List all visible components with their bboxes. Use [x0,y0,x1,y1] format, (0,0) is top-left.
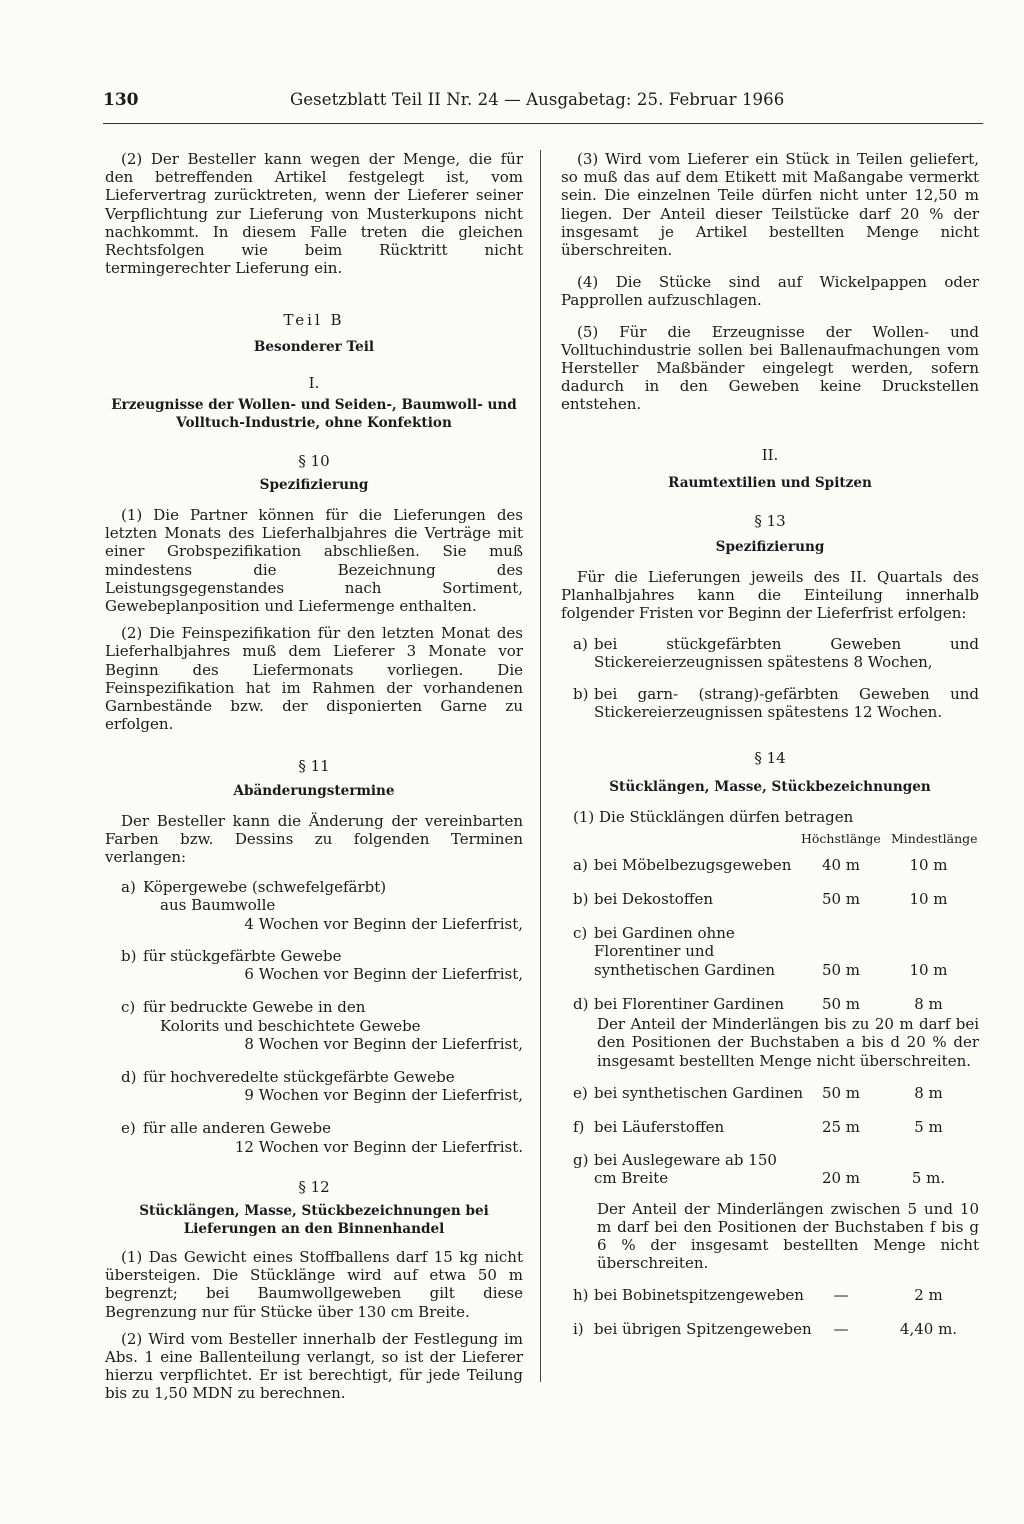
table-note-2: Der Anteil der Minderlängen zwischen 5 und 10 m darf bei den Positionen der Buchstaben f bis g 6 % der insgesamt bestellten Menge nicht überschreiten. [597,1199,979,1273]
paragraph-10-2: (2) Die Feinspezifikation für den letzten Monat des Lieferhalbjahres muß dem Lieferer 3 Monate vor Beginn des Liefermonats vorliegen. Die Feinspezifikation hat im Rahmen der vorhandenen Garnbestände bzw. der disponierten Garne zu erfolgen. [105,624,523,734]
section-title-1-line1: Erzeugnisse der Wollen- und Seiden-, Baumwoll- und [111,396,517,413]
header-rule [103,123,983,124]
table-row: c) bei Gardinen ohne Florentiner und synthetischen Gardinen 50 m 10 m [573,924,948,979]
paragraph-12-number: § 12 [298,1177,330,1196]
section-title-2: Raumtextilien und Spitzen [668,474,872,491]
paragraph-10-number: § 10 [298,451,330,470]
paragraph-14-intro: (1) Die Stücklängen dürfen betragen [573,807,854,826]
paragraph-12-1: (1) Das Gewicht eines Stoffballens darf 15 kg nicht übersteigen. Die Stücklänge wird auf etwa 50 m begrenzt; bei Baumwollgeweben gilt diese Begrenzung nur für Stücke über 130 cm Breite. [105,1247,523,1321]
list-item: c) für bedruckte Gewebe in den Kolorits und beschichtete Gewebe 8 Wochen vor Beginn der Lieferfrist, [121,998,523,1053]
paragraph-14-title: Stücklängen, Masse, Stückbezeichnungen [609,778,931,795]
section-number-1: I. [308,373,320,392]
list-item: b) bei garn- (strang)-gefärbten Geweben und Stickereierzeugnissen spätestens 12 Wochen. [573,685,979,722]
table-row: d) bei Florentiner Gardinen 50 m 8 m [573,994,943,1013]
list-item: b) für stückgefärbte Gewebe 6 Wochen vor Beginn der Lieferfrist, [121,946,523,984]
list-item: a) bei stückgefärbten Geweben und Stickereierzeugnissen spätestens 8 Wochen, [573,634,979,671]
paragraph-b2: (2) Der Besteller kann wegen der Menge, die für den betreffenden Artikel festgelegt ist, vom Liefervertrag zurücktreten, wenn der Lieferer seiner Verpflichtung zur Lieferung von Musterkupons nicht nachkommt. In diesem Falle treten die gleichen Rechtsfolgen wie beim Rücktritt nicht termingerechter Lieferung ein. [105,150,523,278]
page-number: 130 [103,90,139,110]
paragraph-12-3: (3) Wird vom Lieferer ein Stück in Teilen geliefert, so muß das auf dem Etikett mit Maßangabe vermerkt sein. Die einzelnen Teile dürfen nicht unter 12,50 m liegen. Der Anteil dieser Teilstücke darf 20 % der insgesamt je Artikel bestellten Menge nicht überschreiten. [561,150,979,260]
paragraph-10-title: Spezifizierung [259,477,369,494]
table-row: f) bei Läuferstoffen 25 m 5 m [573,1117,943,1136]
column-divider [540,150,541,1382]
table-row: h) bei Bobinetspitzengeweben — 2 m [573,1286,943,1305]
paragraph-12-5: (5) Für die Erzeugnisse der Wollen- und Volltuchindustrie sollen bei Ballenaufmachungen vom Hersteller Maßbänder eingelegt werden, sofern dadurch in den Geweben keine Druckstellen entstehen. [561,322,979,414]
part-subheading: Besonderer Teil [253,338,375,355]
paragraph-12-2: (2) Wird vom Besteller innerhalb der Festlegung im Abs. 1 eine Ballenteilung verlangt, so ist der Lieferer hierzu verpflichtet. Er ist berechtigt, für jede Teilung bis zu 1,50 MDN zu berechnen. [105,1329,523,1403]
section-number-2: II. [761,445,779,464]
table-note-1: Der Anteil der Minderlängen bis zu 20 m darf bei den Positionen der Buchstaben a bis d 20 % der insgesamt bestellten Menge nicht überschreiten. [597,1015,979,1070]
paragraph-12-title-line1: Stücklängen, Masse, Stückbezeichnungen bei [139,1202,489,1219]
table-row: b) bei Dekostoffen 50 m 10 m [573,890,948,909]
paragraph-10-1: (1) Die Partner können für die Lieferungen des letzten Monats des Lieferhalbjahres die Verträge mit einer Grobspezifikation abschließen. Sie muß mindestens die Bezeichnung des Leistungsgegenstandes nach Sortiment, Gewebeplanposition und Liefermenge enthalten. [105,506,523,616]
table-header [561,830,979,848]
section-title-1-line2: Volltuch-Industrie, ohne Konfektion [176,414,452,431]
paragraph-11-number: § 11 [298,757,330,776]
table-row: a) bei Möbelbezugsgeweben 40 m 10 m [573,855,948,874]
list-item: a) Köpergewebe (schwefelgefärbt) aus Baumwolle 4 Wochen vor Beginn der Lieferfrist, [121,878,523,933]
right-column [561,150,979,1338]
paragraph-11-intro: Der Besteller kann die Änderung der vereinbarten Farben bzw. Dessins zu folgenden Terminen verlangen: [105,811,523,867]
left-column [105,150,523,1403]
column-header-max: Höchstlänge [801,830,881,846]
paragraph-13-number: § 13 [754,511,786,530]
paragraph-12-4: (4) Die Stücke sind auf Wickelpappen oder Papprollen aufzuschlagen. [561,273,979,310]
table-row: g) bei Auslegeware ab 150 cm Breite 20 m 5 m. [573,1151,946,1188]
paragraph-11-title: Abänderungstermine [233,782,395,799]
table-row: e) bei synthetischen Gardinen 50 m 8 m [573,1083,943,1102]
paragraph-12-title-line2: Lieferungen an den Binnenhandel [183,1220,445,1237]
paragraph-14-number: § 14 [754,749,786,768]
running-header: Gesetzblatt Teil II Nr. 24 — Ausgabetag: 25. Februar 1966 [290,90,785,109]
part-heading: Teil B [283,311,345,330]
table-row: i) bei übrigen Spitzengeweben — 4,40 m. [573,1319,958,1338]
column-header-min: Mindestlänge [891,830,978,846]
list-item: d) für hochveredelte stückgefärbte Gewebe 9 Wochen vor Beginn der Lieferfrist, [121,1067,523,1105]
paragraph-13-title: Spezifizierung [715,539,825,556]
paragraph-13-intro: Für die Lieferungen jeweils des II. Quartals des Planhalbjahres kann die Einteilung innerhalb folgender Fristen vor Beginn der Lieferfrist erfolgen: [561,568,979,623]
list-item: e) für alle anderen Gewebe 12 Wochen vor Beginn der Lieferfrist. [121,1119,523,1156]
